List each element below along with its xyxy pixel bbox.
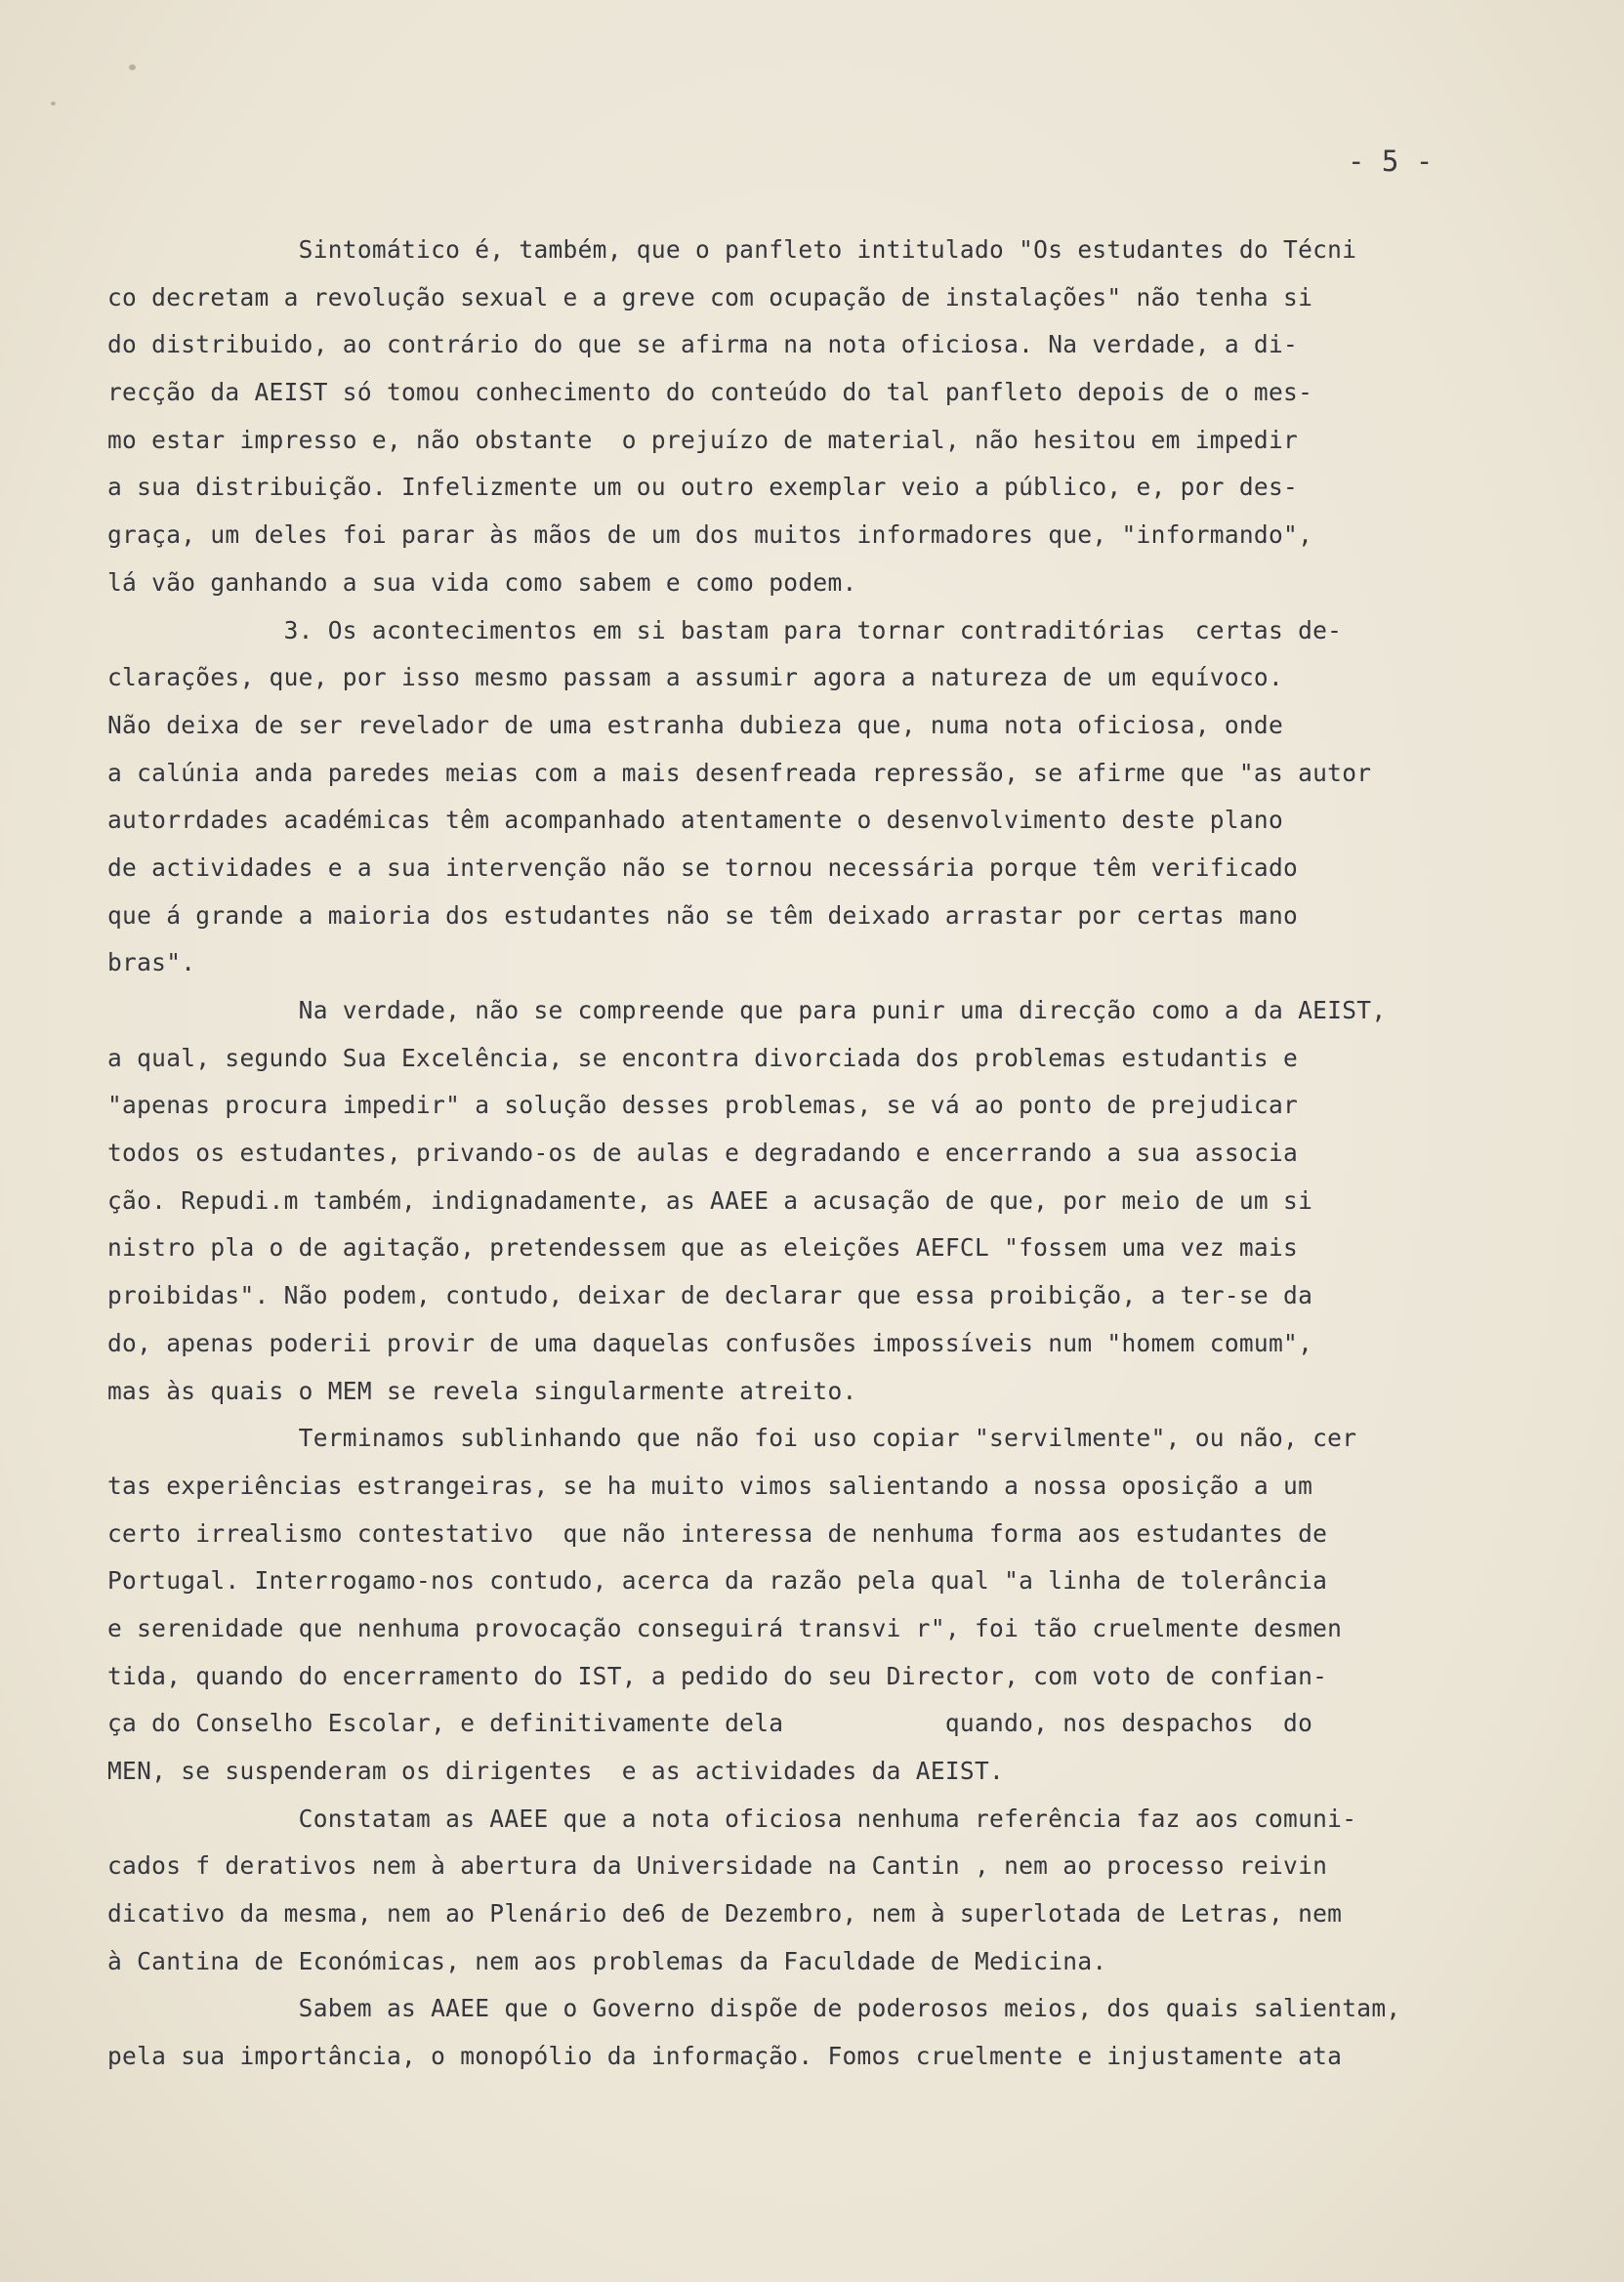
text-line: MEN, se suspenderam os dirigentes e as actividades da AEIST. [107, 1757, 1005, 1785]
text-line: tida, quando do encerramento do IST, a pedido do seu Director, com voto de confian- [107, 1661, 1328, 1690]
text-line: graça, um deles foi parar às mãos de um dos muitos informadores que, "informando", [107, 520, 1313, 550]
text-line: lá vão ganhando a sua vida como sabem e como podem. [107, 567, 857, 597]
text-line: cados f derativos nem à abertura da Universidade na Cantin , nem ao processo reivin [107, 1851, 1328, 1881]
text-line: que á grande a maioria dos estudantes não se têm deixado arrastar por certas mano [107, 900, 1299, 930]
text-line: autorrdades académicas têm acompanhado atentamente o desenvolvimento deste plano [107, 806, 1284, 835]
body-text [107, 227, 1533, 2081]
text-line: mas às quais o MEM se revela singularmente atreito. [107, 1376, 857, 1405]
text-line: Sabem as AAEE que o Governo dispõe de poderosos meios, dos quais salientam, [107, 1994, 1401, 2023]
page-number: - 5 - [1348, 145, 1434, 178]
text-line: clarações, que, por isso mesmo passam a assumir agora a natureza de um equívoco. [107, 663, 1284, 692]
paper-speck [129, 64, 136, 70]
text-line: todos os estudantes, privando-os de aulas e degradando e encerrando a sua associa [107, 1139, 1299, 1168]
text-line: ça do Conselho Escolar, e definitivamente dela quando, nos despachos do [107, 1709, 1313, 1738]
text-line: certo irrealismo contestativo que não interessa de nenhuma forma aos estudantes de [107, 1518, 1328, 1548]
text-line: Na verdade, não se compreende que para punir uma direcção como a da AEIST, [107, 996, 1387, 1024]
text-line: proibidas". Não podem, contudo, deixar de declarar que essa proibição, a ter-se da [107, 1281, 1313, 1310]
text-line: co decretam a revolução sexual e a greve com ocupação de instalações" não tenha si [107, 282, 1313, 311]
text-line: "apenas procura impedir" a solução desses problemas, se vá ao ponto de prejudicar [107, 1091, 1299, 1120]
text-line: Não deixa de ser revelador de uma estranha dubieza que, numa nota oficiosa, onde [107, 710, 1284, 739]
text-line: do, apenas poderii provir de uma daquelas confusões impossíveis num "homem comum", [107, 1328, 1313, 1357]
text-line: recção da AEIST só tomou conhecimento do conteúdo do tal panfleto depois de o mes- [107, 378, 1313, 407]
text-line: Constatam as AAEE que a nota oficiosa nenhuma referência faz aos comuni- [107, 1804, 1357, 1833]
text-line: nistro pla o de agitação, pretendessem que as eleições AEFCL "fossem uma vez mais [107, 1233, 1299, 1263]
text-line: à Cantina de Económicas, nem aos problemas da Faculdade de Medicina. [107, 1946, 1107, 1975]
text-line: ção. Repudi.m também, indignadamente, as AAEE a acusação de que, por meio de um si [107, 1185, 1313, 1215]
text-line: a calúnia anda paredes meias com a mais desenfreada repressão, se afirme que "as autor [107, 758, 1372, 787]
text-line: de actividades e a sua intervenção não se tornou necessária porque têm verificado [107, 852, 1299, 882]
text-line: bras". [107, 948, 196, 977]
text-line: e serenidade que nenhuma provocação conseguirá transvi r", foi tão cruelmente desmen [107, 1613, 1343, 1642]
text-line: mo estar impresso e, não obstante o prejuízo de material, não hesitou em impedir [107, 425, 1299, 454]
text-line: a qual, segundo Sua Excelência, se encontra divorciada dos problemas estudantis e [107, 1043, 1299, 1072]
paper-speck [51, 102, 56, 105]
text-line: dicativo da mesma, nem ao Plenário de6 de Dezembro, nem à superlotada de Letras, nem [107, 1899, 1343, 1929]
text-line: pela sua importância, o monopólio da informação. Fomos cruelmente e injustamente ata [107, 2042, 1343, 2071]
text-line: Sintomático é, também, que o panfleto intitulado "Os estudantes do Técni [107, 235, 1357, 264]
text-line: tas experiências estrangeiras, se ha muito vimos salientando a nossa oposição a um [107, 1471, 1313, 1500]
text-line: 3. Os acontecimentos em si bastam para tornar contraditórias certas de- [107, 615, 1343, 644]
text-line: Terminamos sublinhando que não foi uso copiar "servilmente", ou não, cer [107, 1424, 1357, 1453]
text-line: do distribuido, ao contrário do que se afirma na nota oficiosa. Na verdade, a di- [107, 330, 1299, 359]
text-line: a sua distribuição. Infelizmente um ou outro exemplar veio a público, e, por des- [107, 473, 1299, 502]
text-line: Portugal. Interrogamo-nos contudo, acerca da razão pela qual "a linha de tolerância [107, 1566, 1328, 1596]
